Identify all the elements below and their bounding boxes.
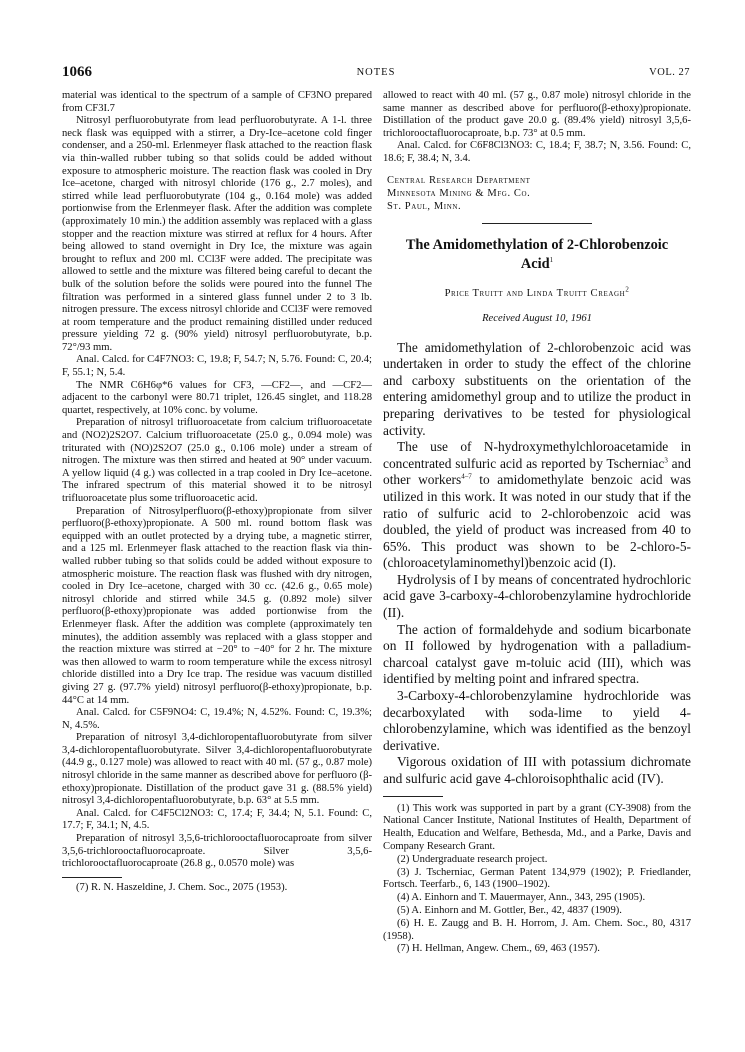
article-divider xyxy=(482,223,592,224)
body-text: The use of N-hydroxymethylchloroacetamide in concentrated sulfuric acid as reported by Tscherniac xyxy=(383,439,691,471)
page-header xyxy=(62,64,690,84)
affiliation-block xyxy=(383,174,691,213)
left-column xyxy=(62,90,372,895)
body-paragraph: The amidomethylation of 2-chlorobenzoic acid was undertaken in order to study the effect of the chlorine and carboxy substituents on the orientation of the entering amidomethyl group and to utilize the product in preparing derivatives to be tested for physiological activity. xyxy=(383,339,691,438)
article-title xyxy=(383,236,691,274)
analysis-line: Anal. Calcd. for C4F7NO3: C, 19.8; F, 54.7; N, 5.76. Found: C, 20.4; F, 55.1; N, 5.4. xyxy=(62,354,372,379)
paragraph: Preparation of nitrosyl trifluoroacetate from calcium trifluoroacetate and (NO2)2S2O7. Calcium trifluoroacetate (25.0 g., 0.094 mole) was triturated with (NO)2S2O7 (25.0 g., 0.106 mole) under a stream of nitrogen. The mixture was then stirred and heated at 90° under vacuum. A yellow liquid (4 g.) was collected in a trap cooled in Dry Ice–acetone. The infrared spectrum of this material showed it to be nitrosyl trifluoroacetate plus some trifluoroacetic acid. xyxy=(62,417,372,504)
body-paragraph: The action of formaldehyde and sodium bicarbonate on II followed by hydrogenation with a palladium-charcoal catalyst gave m-toluic acid (III), which was identified by melting point and infrared spectra. xyxy=(383,621,691,687)
analysis-line: Anal. Calcd. for C5F9NO4: C, 19.4%; N, 4.52%. Found: C, 19.3%; N, 4.5%. xyxy=(62,707,372,731)
footnote: (6) H. E. Zaugg and B. H. Horrom, J. Am. Chem. Soc., 80, 4317 (1958). xyxy=(383,917,691,942)
analysis-line: Anal. Calcd. for C4F5Cl2NO3: C, 17.4; F, 34.4; N, 5.1. Found: C, 17.7; F, 34.1; N, 4.5. xyxy=(62,807,372,832)
affiliation-line: Minnesota Mining & Mfg. Co. xyxy=(387,187,531,199)
body-paragraph: Vigorous oxidation of III with potassium dichromate and sulfuric acid gave 4-chloroisophthalic acid (IV). xyxy=(383,754,691,786)
footnote: (2) Undergraduate research project. xyxy=(397,853,548,865)
footnote: (7) H. Hellman, Angew. Chem., 69, 463 (1957). xyxy=(397,943,600,955)
paragraph: material was identical to the spectrum of a sample of CF3NO prepared from CF3I.7 xyxy=(62,90,372,114)
footnote-divider xyxy=(62,877,122,878)
footnote-ref: 4–7 xyxy=(461,472,472,481)
affiliation-line: Central Research Department xyxy=(387,174,531,186)
affiliation-line: St. Paul, Minn. xyxy=(387,200,462,212)
footnote: (7) R. N. Haszeldine, J. Chem. Soc., 2075 (1953). xyxy=(76,881,288,893)
paragraph: The NMR C6H6φ*6 values for CF3, —CF2—, and —CF2— adjacent to the carbonyl were 80.71 triplet, 126.45 singlet, and 118.28 quartet, respectively, at 10% conc. by volume. xyxy=(62,379,372,416)
right-column xyxy=(383,90,691,956)
paragraph: Preparation of Nitrosylperfluoro(β-ethoxy)propionate from silver perfluoro(β-ethoxy)propionate. A 500 ml. round bottom flask was equipped with an outlet protected by a drying tube, a magnetic stirrer, and a 125 ml. Erlenmeyer flask attached to the reaction flask via thin-walled rubber tubing so that solids could be added without exposure to atmospheric moisture. The reaction flask was flushed with dry nitrogen, cooled in Dry Ice–acetone, charged with 30 cc. (42.6 g., 0.65 mole) nitrosyl chloride and stirred while 34.5 g. (0.892 mole) silver perfluoro(β-ethoxy)propionate was added portionwise from the Erlenmeyer flask. After the addition was complete (approximately ten minutes), the addition assembly was replaced with a glass stopper and the reaction mixture was stirred at −20° to −40° for 2 hr. The mixture was then allowed to warm to room temperature while the excess nitrosyl chloride distilled into a Dry Ice trap. The residue was vacuum distilled giving 27 g. (97.7% yield) nitrosyl perfluoro(β-ethoxy)propionate, b.p. 44°C at 14 mm. xyxy=(62,505,372,706)
body-paragraph xyxy=(383,439,691,572)
body-paragraph: Hydrolysis of I by means of concentrated hydrochloric acid gave 3-carboxy-4-chlorobenzylamine hydrochloride (II). xyxy=(383,571,691,621)
volume-label: VOL. 27 xyxy=(649,67,690,78)
authors: Price Truitt and Linda Truitt Creagh xyxy=(444,287,626,299)
body-paragraph: 3-Carboxy-4-chlorobenzylamine hydrochloride was decarboxylated with soda-lime to yield 4-chlorobenzylamine, which was identified as the benzoyl derivative. xyxy=(383,688,691,753)
footnote: (1) This work was supported in part by a grant (CY-3908) from the National Cancer Institute, National Institutes of Health, Department of Health, Education and Welfare, Bethesda, Md., and a Parke, Davis and Company Research Grant. xyxy=(383,802,691,852)
paragraph: Preparation of nitrosyl 3,4-dichloropentafluorobutyrate from silver 3,4-dichloropentafluorobutyrate. Silver 3,4-dichloropentafluorobutyrate (44.9 g., 0.127 mole) was allowed to react with 40 ml. (57 g., 0.87 mole) nitrosyl chloride in the same manner as described above for perfluoro (β-ethoxy)propionate. Distillation of the product gave 31 g. (88.5% yield) nitrosyl 3,4-dichloropentafluorobutyrate, b.p. 63° at 5.5 mm. xyxy=(62,732,372,807)
paragraph: Preparation of nitrosyl 3,5,6-trichlorooctafluorocaproate from silver 3,5,6-trichlorooctafluorocaproate. Silver 3,5,6-trichlorooctafluorocaproate (26.8 g., 0.0570 mole) was xyxy=(62,833,372,870)
footnote: (3) J. Tscherniac, German Patent 134,979 (1902); P. Friedlander, Fortsch. Teerfarb., 6, 143 (1900–1902). xyxy=(383,866,691,891)
received-date: Received August 10, 1961 xyxy=(482,312,592,324)
author-line xyxy=(383,285,691,299)
analysis-line: Anal. Calcd. for C6F8Cl3NO3: C, 18.4; F, 38.7; N, 3.56. Found: C, 18.6; F, 38.4; N, 3.4. xyxy=(383,140,691,164)
body-text: to amidomethylate benzoic acid was utilized in this work. It was noted in our study that if the ratio of sulfuric acid to 2-chlorobenzoic acid was doubled, the yield of product was increased from 40 to 65%. This product was shown to be 2-chloro-5-(chloroacetylaminomethyl)benzoic acid (I). xyxy=(383,472,691,571)
body-text: and other workers xyxy=(383,455,691,488)
footnote-divider xyxy=(383,796,443,797)
title-line: The Amidomethylation of 2-Chlorobenzoic xyxy=(405,236,669,253)
footnote: (4) A. Einhorn and T. Mauermayer, Ann., 343, 295 (1905). xyxy=(397,892,646,904)
footnote-ref: 1 xyxy=(549,255,554,264)
title-line: Acid xyxy=(520,255,550,272)
footnote-ref: 2 xyxy=(625,285,630,294)
footnote-ref: 3 xyxy=(664,456,668,465)
section-title: NOTES xyxy=(356,67,396,78)
paragraph: allowed to react with 40 ml. (57 g., 0.87 mole) nitrosyl chloride in the same manner as described above for perfluoro(β-ethoxy)propionate. Distillation of the product gave 20.0 g. (89.4% yield) nitrosyl 3,5,6-trichlorooctafluorocaproate, b.p. 73° at 0.5 mm. xyxy=(383,90,691,139)
footnote: (5) A. Einhorn and M. Gottler, Ber., 42, 4837 (1909). xyxy=(397,904,622,916)
paragraph: Nitrosyl perfluorobutyrate from lead perfluorobutyrate. A 1-l. three neck flask was equipped with a stirrer, a Dry-Ice–acetone cold finger condenser, and a 250-ml. Erlenmeyer flask attached to the reaction flask via thin-walled rubber tubing so that solids could be added without exposure to atmospheric moisture. The reaction flask was cooled in Dry Ice–acetone, charged with nitrosyl chloride (176 g., 2.7 moles), and stirred while lead perfluorobutyrate (104 g., 0.164 mole) was added portionwise from the Erlenmeyer flask. After the addition was complete (approximately 10 min.) the addition assembly was replaced with a glass stopper and the reaction mixture was stirred at reflux for 4 hours. After being allowed to stand overnight in Dry Ice, the mixture was again brought to reflux and 200 ml. CCl3F were added. The precipitate was allowed to settle and the mixture was filtered being careful to decant the bulk of the solution before the solids were poured into the funnel The filtration was performed in a sintered glass funnel under 2 to 3 lb. nitrogen pressure. The excess nitrosyl chloride and CCl3F were removed at room temperature and the product remaining distilled under reduced pressure yielding 72 g. (90% yield) nitrosyl perfluorobutyrate, b.p. 72°/93 mm. xyxy=(62,115,372,353)
page-number: 1066 xyxy=(62,64,92,80)
